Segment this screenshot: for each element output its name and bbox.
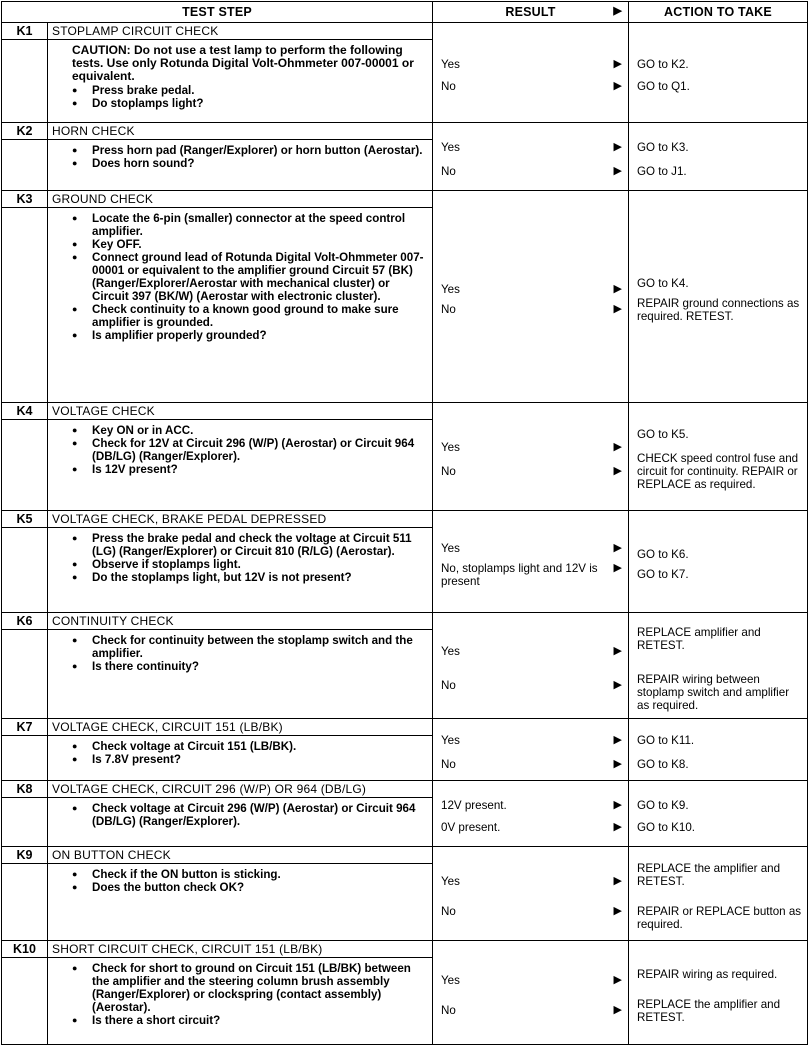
step-bullet: ● Check voltage at Circuit 151 (LB/BK). <box>72 740 426 753</box>
step-bullet-list <box>72 634 426 673</box>
step-id: K6 <box>2 613 48 630</box>
step-id-blank <box>2 736 48 781</box>
step-bullet-list <box>72 962 426 1027</box>
action-item <box>637 277 803 290</box>
step-bullet: ● Is amplifier properly grounded? <box>72 329 426 342</box>
step-bullet: ● Do stoplamps light? <box>72 97 426 110</box>
step-bullet: ● Press horn pad (Ranger/Explorer) or horn button (Aerostar). <box>72 144 426 157</box>
arrow-right-icon: ▶ <box>613 974 622 986</box>
action-text: GO to K9. <box>637 799 689 812</box>
result-text: No <box>441 465 456 478</box>
action-text: GO to J1. <box>637 165 687 178</box>
result-item <box>441 562 624 588</box>
arrow-right-icon: ▶ <box>613 465 622 477</box>
step-id-blank <box>2 864 48 941</box>
result-item <box>441 758 624 771</box>
arrow-right-icon: ▶ <box>613 165 622 177</box>
step-actions <box>629 781 808 847</box>
step-actions <box>629 403 808 511</box>
step-title-row <box>2 781 808 798</box>
step-id: K5 <box>2 511 48 528</box>
step-bullet: ● Does horn sound? <box>72 157 426 170</box>
result-text: No <box>441 1004 456 1017</box>
step-actions <box>629 941 808 1045</box>
step-actions <box>629 847 808 941</box>
action-item <box>637 58 803 71</box>
step-bullet: ● Is there a short circuit? <box>72 1014 426 1027</box>
step-title: VOLTAGE CHECK, CIRCUIT 151 (LB/BK) <box>48 719 433 736</box>
arrow-right-icon: ▶ <box>613 283 622 295</box>
step-results <box>433 613 629 719</box>
action-text: GO to K6. <box>637 548 689 561</box>
result-text: No, stoplamps light and 12V is present <box>441 561 598 588</box>
result-text: No <box>441 905 456 918</box>
arrow-right-icon: ▶ <box>613 1004 622 1016</box>
step-title: VOLTAGE CHECK, BRAKE PEDAL DEPRESSED <box>48 511 433 528</box>
action-text: REPAIR ground connections as required. RETEST. <box>637 296 800 323</box>
step-bullet: ● Check if the ON button is sticking. <box>72 868 426 881</box>
step-instructions <box>48 864 433 941</box>
step-instructions <box>48 958 433 1045</box>
step-bullet: ● Locate the 6-pin (smaller) connector at the speed control amplifier. <box>72 212 426 238</box>
result-text: Yes <box>441 645 460 658</box>
step-id: K3 <box>2 191 48 208</box>
action-item <box>637 862 803 888</box>
step-instructions <box>48 208 433 403</box>
result-text: No <box>441 165 456 178</box>
step-id-blank <box>2 958 48 1045</box>
action-text: REPLACE the amplifier and RETEST. <box>637 862 781 888</box>
action-item <box>637 734 803 747</box>
arrow-right-icon: ▶ <box>613 905 622 917</box>
step-instructions <box>48 420 433 511</box>
step-instructions <box>48 736 433 781</box>
step-instructions <box>48 140 433 191</box>
result-item <box>441 283 624 296</box>
step-instructions <box>48 528 433 613</box>
result-text: No <box>441 679 456 692</box>
action-item <box>637 452 803 491</box>
step-bullet: ● Press the brake pedal and check the voltage at Circuit 511 (LG) (Ranger/Explorer) or Circuit 810 (R/LG) (Aerostar). <box>72 532 426 558</box>
step-instructions <box>48 630 433 719</box>
step-results <box>433 511 629 613</box>
step-title-row <box>2 511 808 528</box>
result-item <box>441 905 624 918</box>
action-item <box>637 297 803 323</box>
arrow-right-icon: ▶ <box>613 58 622 70</box>
step-actions <box>629 23 808 123</box>
result-item <box>441 645 624 658</box>
step-actions <box>629 191 808 403</box>
result-item <box>441 141 624 154</box>
step-bullet: ● Connect ground lead of Rotunda Digital Volt-Ohmmeter 007-00001 or equivalent to the amplifier ground Circuit 57 (BK) (Ranger/Explorer/Aerostar with mechanical cluster) or Circuit 397 (BK/W) (Aerostar with electronic cluster). <box>72 251 426 303</box>
action-text: REPAIR wiring as required. <box>637 967 778 981</box>
result-text: Yes <box>441 734 460 747</box>
result-text: No <box>441 80 456 93</box>
step-id: K1 <box>2 23 48 40</box>
action-item <box>637 141 803 154</box>
step-bullet: ● Is 7.8V present? <box>72 753 426 766</box>
step-bullet: ● Key OFF. <box>72 238 426 251</box>
arrow-right-icon: ▶ <box>613 441 622 453</box>
step-title-row <box>2 23 808 40</box>
step-title: STOPLAMP CIRCUIT CHECK <box>48 23 433 40</box>
action-item <box>637 428 803 441</box>
result-header <box>433 2 629 23</box>
result-item <box>441 165 624 178</box>
step-actions <box>629 123 808 191</box>
action-text: CHECK speed control fuse and circuit for continuity. REPAIR or REPLACE as required. <box>637 452 799 491</box>
step-id-blank <box>2 140 48 191</box>
step-bullet: ● Is there continuity? <box>72 660 426 673</box>
result-text: 12V present. <box>441 799 507 812</box>
action-item <box>637 673 803 712</box>
result-item <box>441 821 624 834</box>
step-bullet: ● Does the button check OK? <box>72 881 426 894</box>
result-item <box>441 441 624 454</box>
step-bullet-list <box>72 802 426 828</box>
result-text: Yes <box>441 58 460 71</box>
result-item <box>441 974 624 987</box>
step-title: GROUND CHECK <box>48 191 433 208</box>
step-bullet: ● Check continuity to a known good ground to make sure amplifier is grounded. <box>72 303 426 329</box>
step-title: ON BUTTON CHECK <box>48 847 433 864</box>
test-procedure-table <box>1 1 808 1045</box>
result-text: Yes <box>441 283 460 296</box>
result-text: Yes <box>441 974 460 987</box>
step-title-row <box>2 613 808 630</box>
result-header-label: RESULT <box>505 4 556 19</box>
step-results <box>433 781 629 847</box>
result-text: No <box>441 758 456 771</box>
step-bullet-list <box>72 424 426 476</box>
result-item <box>441 679 624 692</box>
step-id-blank <box>2 208 48 403</box>
action-item <box>637 905 803 931</box>
step-bullet-list <box>72 144 426 170</box>
step-bullet: ● Check for 12V at Circuit 296 (W/P) (Aerostar) or Circuit 964 (DB/LG) (Ranger/Explorer). <box>72 437 426 463</box>
step-results <box>433 123 629 191</box>
arrow-right-icon: ▶ <box>613 734 622 746</box>
arrow-right-icon: ▶ <box>613 821 622 833</box>
arrow-right-icon: ▶ <box>613 679 622 691</box>
step-id-blank <box>2 40 48 123</box>
step-bullet-list <box>72 740 426 766</box>
arrow-right-icon: ▶ <box>613 561 622 574</box>
step-bullet: ● Press brake pedal. <box>72 84 426 97</box>
action-text: GO to K10. <box>637 821 695 834</box>
action-text: GO to K5. <box>637 428 689 441</box>
step-title-row <box>2 847 808 864</box>
action-item <box>637 821 803 834</box>
action-text: REPLACE the amplifier and RETEST. <box>637 997 781 1024</box>
arrow-right-icon: ▶ <box>613 875 622 887</box>
step-bullet-list <box>72 532 426 584</box>
action-text: REPAIR wiring between stoplamp switch and amplifier as required. <box>637 672 790 712</box>
result-item <box>441 875 624 888</box>
step-id: K10 <box>2 941 48 958</box>
step-bullet: ● Check voltage at Circuit 296 (W/P) (Aerostar) or Circuit 964 (DB/LG) (Ranger/Explorer). <box>72 802 426 828</box>
action-header: ACTION TO TAKE <box>629 2 808 23</box>
result-text: Yes <box>441 141 460 154</box>
step-title-row <box>2 719 808 736</box>
step-results <box>433 191 629 403</box>
step-title-row <box>2 403 808 420</box>
step-id-blank <box>2 420 48 511</box>
caution-note: CAUTION: Do not use a test lamp to perform the following tests. Use only Rotunda Digital Volt-Ohmmeter 007-00001 or equivalent. <box>72 43 414 83</box>
step-title: VOLTAGE CHECK <box>48 403 433 420</box>
step-bullet: ● Observe if stoplamps light. <box>72 558 426 571</box>
result-item <box>441 465 624 478</box>
step-actions <box>629 511 808 613</box>
step-actions <box>629 719 808 781</box>
step-id: K7 <box>2 719 48 736</box>
arrow-right-icon: ▶ <box>613 645 622 657</box>
step-title-row <box>2 123 808 140</box>
step-bullet: ● Key ON or in ACC. <box>72 424 426 437</box>
result-item <box>441 80 624 93</box>
result-text: Yes <box>441 541 460 555</box>
action-text: GO to K2. <box>637 58 689 71</box>
result-text: No <box>441 303 456 316</box>
result-item <box>441 58 624 71</box>
step-bullet: ● Is 12V present? <box>72 463 426 476</box>
step-title: VOLTAGE CHECK, CIRCUIT 296 (W/P) OR 964 (DB/LG) <box>48 781 433 798</box>
step-id-blank <box>2 528 48 613</box>
action-item <box>637 626 803 652</box>
action-item <box>637 165 803 178</box>
step-bullet: ● Do the stoplamps light, but 12V is not present? <box>72 571 426 584</box>
action-text: REPAIR or REPLACE button as required. <box>637 905 802 931</box>
action-text: GO to K3. <box>637 141 689 154</box>
step-id: K9 <box>2 847 48 864</box>
step-instructions <box>48 40 433 123</box>
step-instructions <box>48 798 433 847</box>
action-item <box>637 799 803 812</box>
arrow-right-icon: ▶ <box>613 303 622 315</box>
step-title: CONTINUITY CHECK <box>48 613 433 630</box>
action-text: REPLACE amplifier and RETEST. <box>637 625 761 652</box>
step-bullet: ● Check for continuity between the stoplamp switch and the amplifier. <box>72 634 426 660</box>
arrow-right-icon: ▶ <box>613 541 622 554</box>
step-id-blank <box>2 798 48 847</box>
step-title: SHORT CIRCUIT CHECK, CIRCUIT 151 (LB/BK) <box>48 941 433 958</box>
step-results <box>433 403 629 511</box>
result-text: Yes <box>441 875 460 888</box>
step-title-row <box>2 941 808 958</box>
arrow-right-icon: ▶ <box>613 5 622 17</box>
action-item <box>637 548 803 561</box>
action-item <box>637 998 803 1024</box>
step-bullet: ● Check for short to ground on Circuit 151 (LB/BK) between the amplifier and the steering column brush assembly (Ranger/Explorer) or clockspring (contact assembly) (Aerostar). <box>72 962 426 1014</box>
step-bullet-list <box>72 212 426 342</box>
action-text: GO to K4. <box>637 276 689 290</box>
arrow-right-icon: ▶ <box>613 799 622 811</box>
step-bullet-list <box>72 868 426 894</box>
step-id: K2 <box>2 123 48 140</box>
test-procedure-sheet <box>1 1 807 1027</box>
result-item <box>441 303 624 316</box>
step-actions <box>629 613 808 719</box>
test-steps-body <box>2 23 808 1045</box>
action-item <box>637 758 803 771</box>
result-item <box>441 734 624 747</box>
action-item <box>637 968 803 981</box>
step-title-row <box>2 191 808 208</box>
step-id: K8 <box>2 781 48 798</box>
step-results <box>433 719 629 781</box>
action-text: GO to K7. <box>637 568 689 581</box>
action-item <box>637 568 803 581</box>
step-results <box>433 847 629 941</box>
step-title: HORN CHECK <box>48 123 433 140</box>
result-text: 0V present. <box>441 821 501 834</box>
result-item <box>441 1004 624 1017</box>
result-item <box>441 542 624 555</box>
arrow-right-icon: ▶ <box>613 141 622 153</box>
action-text: GO to K8. <box>637 758 689 771</box>
step-results <box>433 941 629 1045</box>
step-id-blank <box>2 630 48 719</box>
result-item <box>441 799 624 812</box>
action-item <box>637 80 803 93</box>
step-bullet-list <box>72 84 426 110</box>
step-id: K4 <box>2 403 48 420</box>
header-row <box>2 2 808 23</box>
result-text: Yes <box>441 441 460 454</box>
arrow-right-icon: ▶ <box>613 80 622 92</box>
action-text: GO to K11. <box>637 734 695 747</box>
step-results <box>433 23 629 123</box>
arrow-right-icon: ▶ <box>613 758 622 770</box>
action-text: GO to Q1. <box>637 80 690 93</box>
test-step-header: TEST STEP <box>2 2 433 23</box>
